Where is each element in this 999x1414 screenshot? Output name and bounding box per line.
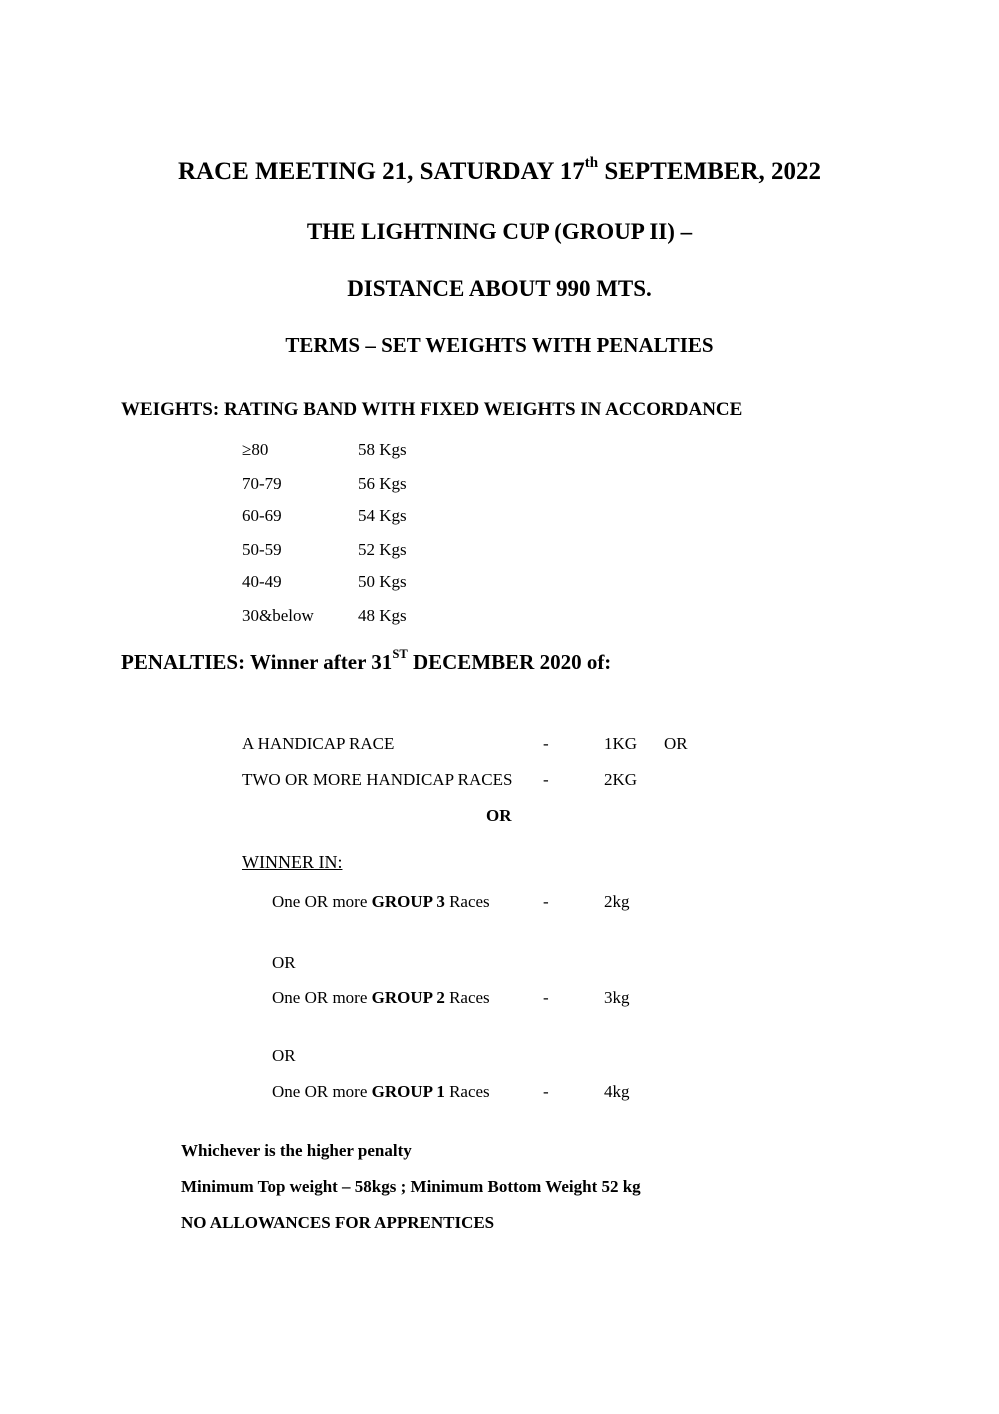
handicap-value: 2KG [604, 770, 638, 789]
rating-band: 60-69 [242, 506, 282, 525]
group-label-bold: GROUP 2 [371, 988, 445, 1007]
rating-weight: 54 Kgs [358, 506, 407, 525]
rating-weight: 56 Kgs [358, 474, 407, 493]
meeting-title-text: RACE MEETING 21, SATURDAY 17 [177, 158, 585, 185]
rating-band: 50-59 [242, 540, 282, 559]
rating-band: 40-49 [242, 572, 282, 591]
rating-weight: 48 Kgs [358, 606, 407, 625]
group-label-pre: One OR more [272, 988, 372, 1007]
handicap-dash: - [543, 770, 549, 789]
weights-heading: WEIGHTS: RATING BAND WITH FIXED WEIGHTS IN ACCORDANCE [121, 399, 743, 420]
meeting-title [0, 154, 999, 186]
group-label [272, 892, 490, 912]
rating-weight: 52 Kgs [358, 540, 407, 559]
group-value: 2kg [604, 892, 630, 911]
group-dash: - [543, 892, 549, 911]
penalties-heading [121, 647, 612, 675]
note-no-allowances: NO ALLOWANCES FOR APPRENTICES [181, 1213, 495, 1232]
rating-band: 70-79 [242, 474, 282, 493]
race-terms: TERMS – SET WEIGHTS WITH PENALTIES [285, 333, 714, 357]
or-small: OR [272, 953, 296, 972]
penalties-heading-text: PENALTIES: Winner after 31 [121, 650, 393, 674]
handicap-label: TWO OR MORE HANDICAP RACES [242, 770, 513, 789]
group-dash: - [543, 1082, 549, 1101]
group-label-pre: One OR more [272, 1082, 372, 1101]
note-higher-penalty: Whichever is the higher penalty [181, 1141, 412, 1160]
rating-weight: 58 Kgs [358, 440, 407, 459]
group-label-bold: GROUP 1 [371, 1082, 445, 1101]
rating-weight: 50 Kgs [358, 572, 407, 591]
handicap-dash: - [543, 734, 549, 753]
note-minimum-weights: Minimum Top weight – 58kgs ; Minimum Bottom Weight 52 kg [181, 1177, 641, 1196]
race-title: THE LIGHTNING CUP (GROUP II) – [306, 219, 693, 244]
handicap-label: A HANDICAP RACE [242, 734, 395, 753]
group-label [272, 1082, 490, 1102]
handicap-value: 1KG [604, 734, 638, 753]
group-label-pre: One OR more [272, 892, 372, 911]
meeting-title-sup: th [584, 154, 599, 171]
rating-band: ≥80 [242, 440, 269, 459]
group-dash: - [543, 988, 549, 1007]
group-value: 4kg [604, 1082, 630, 1101]
group-label [272, 988, 490, 1008]
group-label-bold: GROUP 3 [371, 892, 445, 911]
meeting-title-date: SEPTEMBER, 2022 [598, 158, 822, 185]
penalties-heading-date: DECEMBER 2020 of: [407, 650, 612, 674]
handicap-or: OR [664, 734, 688, 753]
rating-band: 30&below [242, 606, 314, 625]
race-distance: DISTANCE ABOUT 990 MTS. [347, 276, 652, 301]
group-label-post: Races [444, 988, 490, 1007]
penalties-heading-sup: ST [392, 647, 408, 662]
or-small: OR [272, 1046, 296, 1065]
group-label-post: Races [444, 892, 490, 911]
or-separator: OR [486, 806, 512, 825]
group-label-post: Races [444, 1082, 490, 1101]
group-value: 3kg [604, 988, 630, 1007]
winner-in-heading: WINNER IN: [242, 852, 343, 872]
